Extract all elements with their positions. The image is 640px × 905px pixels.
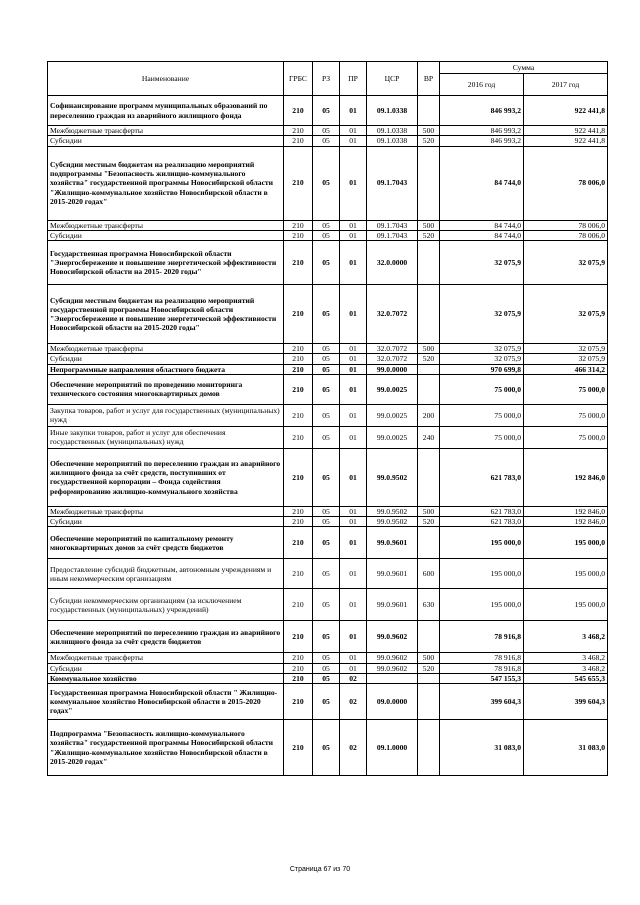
cell-csr: 99.0.0000 [367,364,418,374]
header-vr: ВР [418,62,440,96]
cell-rz: 05 [313,559,340,589]
cell-csr: 99.0.0025 [367,426,418,448]
header-grbs: ГРБС [284,62,313,96]
cell-s2017: 192 846,0 [524,506,608,516]
cell-vr: 500 [418,653,440,663]
cell-rz: 05 [313,426,340,448]
cell-grbs: 210 [284,506,313,516]
cell-vr [418,448,440,506]
cell-s2016: 970 699,8 [440,364,524,374]
cell-csr: 99.0.0025 [367,374,418,404]
cell-pr: 01 [340,404,367,426]
cell-rz: 05 [313,285,340,344]
cell-name: Межбюджетные трансферты [48,653,284,663]
cell-rz: 05 [313,126,340,136]
cell-rz: 05 [313,517,340,527]
cell-grbs: 210 [284,285,313,344]
cell-pr: 01 [340,589,367,621]
cell-vr: 500 [418,126,440,136]
table-row [48,653,608,663]
cell-s2016: 75 000,0 [440,374,524,404]
cell-csr: 99.0.9601 [367,559,418,589]
cell-pr: 01 [340,285,367,344]
cell-grbs: 210 [284,126,313,136]
cell-pr: 01 [340,448,367,506]
table-row [48,230,608,240]
cell-csr: 99.0.9602 [367,663,418,673]
cell-grbs: 210 [284,663,313,673]
cell-s2016: 195 000,0 [440,527,524,559]
cell-s2016: 32 075,9 [440,354,524,364]
cell-name: Субсидии местным бюджетам на реализацию мероприятий государственной программы Новосибирской области "Энергосбережение и повышение энергетической эффективности Новосибирской области на 2015-2020 годы" [48,285,284,344]
cell-rz: 05 [313,146,340,220]
header-pr: ПР [340,62,367,96]
cell-rz: 05 [313,720,340,776]
cell-s2016: 75 000,0 [440,404,524,426]
cell-name: Предоставление субсидий бюджетным, автономным учреждениям и иным некоммерческим организациям [48,559,284,589]
cell-pr: 02 [340,684,367,720]
table-row [48,220,608,230]
cell-s2016: 399 604,3 [440,684,524,720]
cell-s2017: 78 006,0 [524,230,608,240]
budget-table [47,61,608,776]
cell-pr: 01 [340,136,367,146]
table-row [48,364,608,374]
cell-grbs: 210 [284,684,313,720]
cell-csr: 09.0.0000 [367,684,418,720]
cell-name: Софинансирование программ муниципальных образований по переселению граждан из аварийного жилищного фонда [48,96,284,126]
cell-csr: 09.1.0000 [367,720,418,776]
cell-rz: 05 [313,506,340,516]
cell-pr: 01 [340,517,367,527]
cell-s2016: 84 744,0 [440,146,524,220]
cell-name: Иные закупки товаров, работ и услуг для обеспечения государственных (муниципальных) нужд [48,426,284,448]
cell-pr: 01 [340,374,367,404]
cell-s2017: 195 000,0 [524,559,608,589]
cell-grbs: 210 [284,241,313,285]
cell-s2017: 192 846,0 [524,517,608,527]
cell-pr: 01 [340,527,367,559]
cell-s2016: 78 916,8 [440,621,524,653]
cell-s2016: 846 993,2 [440,96,524,126]
cell-s2017: 3 468,2 [524,663,608,673]
table-row [48,621,608,653]
cell-vr [418,96,440,126]
cell-s2016: 75 000,0 [440,426,524,448]
header-name: Наименование [48,62,284,96]
cell-s2017: 32 075,9 [524,285,608,344]
cell-s2017: 399 604,3 [524,684,608,720]
cell-csr: 32.0.7072 [367,285,418,344]
cell-name: Субсидии [48,136,284,146]
cell-grbs: 210 [284,220,313,230]
cell-grbs: 210 [284,230,313,240]
cell-vr: 500 [418,506,440,516]
cell-pr: 01 [340,146,367,220]
table-row [48,673,608,683]
cell-s2016: 846 993,2 [440,126,524,136]
cell-csr: 32.0.7072 [367,344,418,354]
cell-s2016: 195 000,0 [440,589,524,621]
cell-name: Подпрограмма "Безопасность жилищно-коммунального хозяйства" государственной программы Новосибирской области "Жилищно-коммунальное хозяйство Новосибирской области в 2015-2020 годах" [48,720,284,776]
cell-s2017: 922 441,8 [524,126,608,136]
cell-pr: 01 [340,220,367,230]
cell-s2017: 31 083,0 [524,720,608,776]
cell-csr: 09.1.0338 [367,96,418,126]
cell-vr [418,241,440,285]
cell-pr: 01 [340,96,367,126]
cell-name: Межбюджетные трансферты [48,344,284,354]
cell-vr [418,364,440,374]
cell-grbs: 210 [284,527,313,559]
cell-csr: 99.0.9601 [367,589,418,621]
table-row [48,426,608,448]
cell-name: Субсидии [48,354,284,364]
cell-csr: 99.0.9601 [367,527,418,559]
cell-rz: 05 [313,241,340,285]
cell-grbs: 210 [284,589,313,621]
cell-vr: 520 [418,136,440,146]
cell-s2016: 78 916,8 [440,663,524,673]
cell-vr [418,621,440,653]
cell-name: Закупка товаров, работ и услуг для государственных (муниципальных) нужд [48,404,284,426]
cell-grbs: 210 [284,559,313,589]
cell-name: Межбюджетные трансферты [48,126,284,136]
cell-grbs: 210 [284,364,313,374]
cell-rz: 05 [313,404,340,426]
cell-vr: 500 [418,344,440,354]
cell-csr: 09.1.0338 [367,136,418,146]
cell-vr: 520 [418,354,440,364]
cell-s2016: 32 075,9 [440,344,524,354]
cell-pr: 01 [340,506,367,516]
cell-csr: 32.0.0000 [367,241,418,285]
cell-grbs: 210 [284,517,313,527]
table-row [48,506,608,516]
table-row [48,96,608,126]
cell-pr: 02 [340,673,367,683]
cell-name: Межбюджетные трансферты [48,506,284,516]
cell-pr: 01 [340,344,367,354]
cell-csr: 99.0.9502 [367,448,418,506]
cell-name: Обеспечение мероприятий по переселению граждан из аварийного жилищного фонда за счёт средств, поступивших от государственной корпорации – Фонда содействия реформированию жилищно-коммунального хозяйства [48,448,284,506]
cell-rz: 05 [313,448,340,506]
cell-rz: 05 [313,374,340,404]
cell-grbs: 210 [284,404,313,426]
cell-vr: 500 [418,220,440,230]
table-row [48,146,608,220]
cell-name: Субсидии [48,230,284,240]
table-row [48,527,608,559]
cell-name: Субсидии [48,663,284,673]
cell-vr [418,374,440,404]
cell-rz: 05 [313,364,340,374]
cell-s2017: 922 441,8 [524,136,608,146]
table-row [48,136,608,146]
cell-csr: 99.0.9602 [367,653,418,663]
cell-s2016: 32 075,9 [440,241,524,285]
cell-pr: 01 [340,653,367,663]
header-year-2017: 2017 год [524,74,608,96]
cell-s2017: 195 000,0 [524,589,608,621]
cell-vr [418,720,440,776]
cell-s2017: 195 000,0 [524,527,608,559]
cell-name: Обеспечение мероприятий по капитальному ремонту многоквартирных домов за счёт средств бюджетов [48,527,284,559]
cell-s2016: 621 783,0 [440,448,524,506]
cell-rz: 05 [313,621,340,653]
cell-csr: 09.1.0338 [367,126,418,136]
cell-pr: 01 [340,426,367,448]
cell-s2017: 32 075,9 [524,344,608,354]
cell-grbs: 210 [284,653,313,663]
cell-vr: 520 [418,663,440,673]
cell-s2016: 547 155,3 [440,673,524,683]
cell-vr: 630 [418,589,440,621]
cell-s2016: 32 075,9 [440,285,524,344]
cell-csr: 99.0.9602 [367,621,418,653]
cell-rz: 05 [313,220,340,230]
cell-vr [418,527,440,559]
cell-grbs: 210 [284,621,313,653]
cell-s2017: 466 314,2 [524,364,608,374]
cell-vr [418,146,440,220]
cell-name: Субсидии местным бюджетам на реализацию мероприятий подпрограммы "Безопасность жилищно-коммунального хозяйства" государственной программы Новосибирской области "Жилищно-коммунальное хозяйство Новосибирской области в 2015-2020 годах" [48,146,284,220]
cell-s2017: 75 000,0 [524,426,608,448]
cell-rz: 05 [313,230,340,240]
cell-pr: 01 [340,621,367,653]
table-row [48,684,608,720]
table-row [48,589,608,621]
cell-s2016: 84 744,0 [440,230,524,240]
cell-vr [418,673,440,683]
cell-s2017: 545 655,3 [524,673,608,683]
cell-s2017: 75 000,0 [524,374,608,404]
cell-vr: 200 [418,404,440,426]
table-body [48,96,608,776]
table-row [48,517,608,527]
cell-rz: 05 [313,653,340,663]
table-row [48,241,608,285]
cell-name: Межбюджетные трансферты [48,220,284,230]
table-row [48,404,608,426]
table-row [48,126,608,136]
cell-s2016: 84 744,0 [440,220,524,230]
cell-grbs: 210 [284,344,313,354]
table-row [48,663,608,673]
table-row [48,344,608,354]
cell-grbs: 210 [284,136,313,146]
cell-csr: 99.0.0025 [367,404,418,426]
cell-grbs: 210 [284,673,313,683]
table-row [48,720,608,776]
cell-name: Обеспечение мероприятий по переселению граждан из аварийного жилищного фонда за счёт средств бюджетов [48,621,284,653]
cell-s2016: 621 783,0 [440,506,524,516]
cell-s2016: 31 083,0 [440,720,524,776]
cell-csr [367,673,418,683]
header-sum: Сумма [440,62,608,74]
cell-pr: 02 [340,720,367,776]
cell-s2017: 78 006,0 [524,220,608,230]
cell-pr: 01 [340,354,367,364]
cell-rz: 05 [313,136,340,146]
cell-pr: 01 [340,126,367,136]
cell-grbs: 210 [284,720,313,776]
cell-vr: 600 [418,559,440,589]
cell-s2017: 32 075,9 [524,241,608,285]
cell-grbs: 210 [284,354,313,364]
table-row [48,559,608,589]
cell-name: Государственная программа Новосибирской области "Энергосбережение и повышение энергетической эффективности Новосибирской области на 2015- 2020 годы" [48,241,284,285]
cell-name: Государственная программа Новосибирской области " Жилищно-коммунальное хозяйство Новосибирской области в 2015-2020 годах" [48,684,284,720]
cell-vr: 240 [418,426,440,448]
cell-pr: 01 [340,241,367,285]
cell-s2017: 192 846,0 [524,448,608,506]
cell-s2016: 78 916,8 [440,653,524,663]
cell-vr: 520 [418,517,440,527]
cell-csr: 32.0.7072 [367,354,418,364]
cell-vr: 520 [418,230,440,240]
cell-s2017: 78 006,0 [524,146,608,220]
page-footer: Страница 67 из 70 [289,866,351,873]
cell-rz: 05 [313,673,340,683]
header-csr: ЦСР [367,62,418,96]
cell-s2017: 3 468,2 [524,621,608,653]
cell-s2017: 32 075,9 [524,354,608,364]
table-row [48,374,608,404]
cell-pr: 01 [340,230,367,240]
cell-name: Обеспечение мероприятий по проведению мониторинга технического состояния многоквартирных домов [48,374,284,404]
header-year-2016: 2016 год [440,74,524,96]
table-row [48,448,608,506]
cell-grbs: 210 [284,426,313,448]
cell-rz: 05 [313,354,340,364]
cell-grbs: 210 [284,146,313,220]
cell-pr: 01 [340,559,367,589]
cell-csr: 09.1.7043 [367,220,418,230]
cell-rz: 05 [313,527,340,559]
cell-s2016: 195 000,0 [440,559,524,589]
cell-rz: 05 [313,589,340,621]
cell-vr [418,285,440,344]
cell-csr: 09.1.7043 [367,146,418,220]
cell-rz: 05 [313,684,340,720]
header-rz: РЗ [313,62,340,96]
cell-s2017: 3 468,2 [524,653,608,663]
budget-table-container [47,61,607,776]
table-row [48,354,608,364]
cell-pr: 01 [340,364,367,374]
cell-rz: 05 [313,344,340,354]
cell-name: Коммунальное хозяйство [48,673,284,683]
cell-vr [418,684,440,720]
cell-name: Субсидии некоммерческим организациям (за исключением государственных (муниципальных) учреждений) [48,589,284,621]
cell-pr: 01 [340,663,367,673]
cell-s2017: 75 000,0 [524,404,608,426]
cell-name: Непрограммные направления областного бюджета [48,364,284,374]
table-row [48,285,608,344]
cell-csr: 99.0.9502 [367,517,418,527]
cell-rz: 05 [313,663,340,673]
cell-grbs: 210 [284,96,313,126]
cell-s2016: 621 783,0 [440,517,524,527]
cell-grbs: 210 [284,448,313,506]
cell-s2016: 846 993,2 [440,136,524,146]
cell-name: Субсидии [48,517,284,527]
cell-s2017: 922 441,8 [524,96,608,126]
cell-rz: 05 [313,96,340,126]
cell-grbs: 210 [284,374,313,404]
cell-csr: 99.0.9502 [367,506,418,516]
cell-csr: 09.1.7043 [367,230,418,240]
